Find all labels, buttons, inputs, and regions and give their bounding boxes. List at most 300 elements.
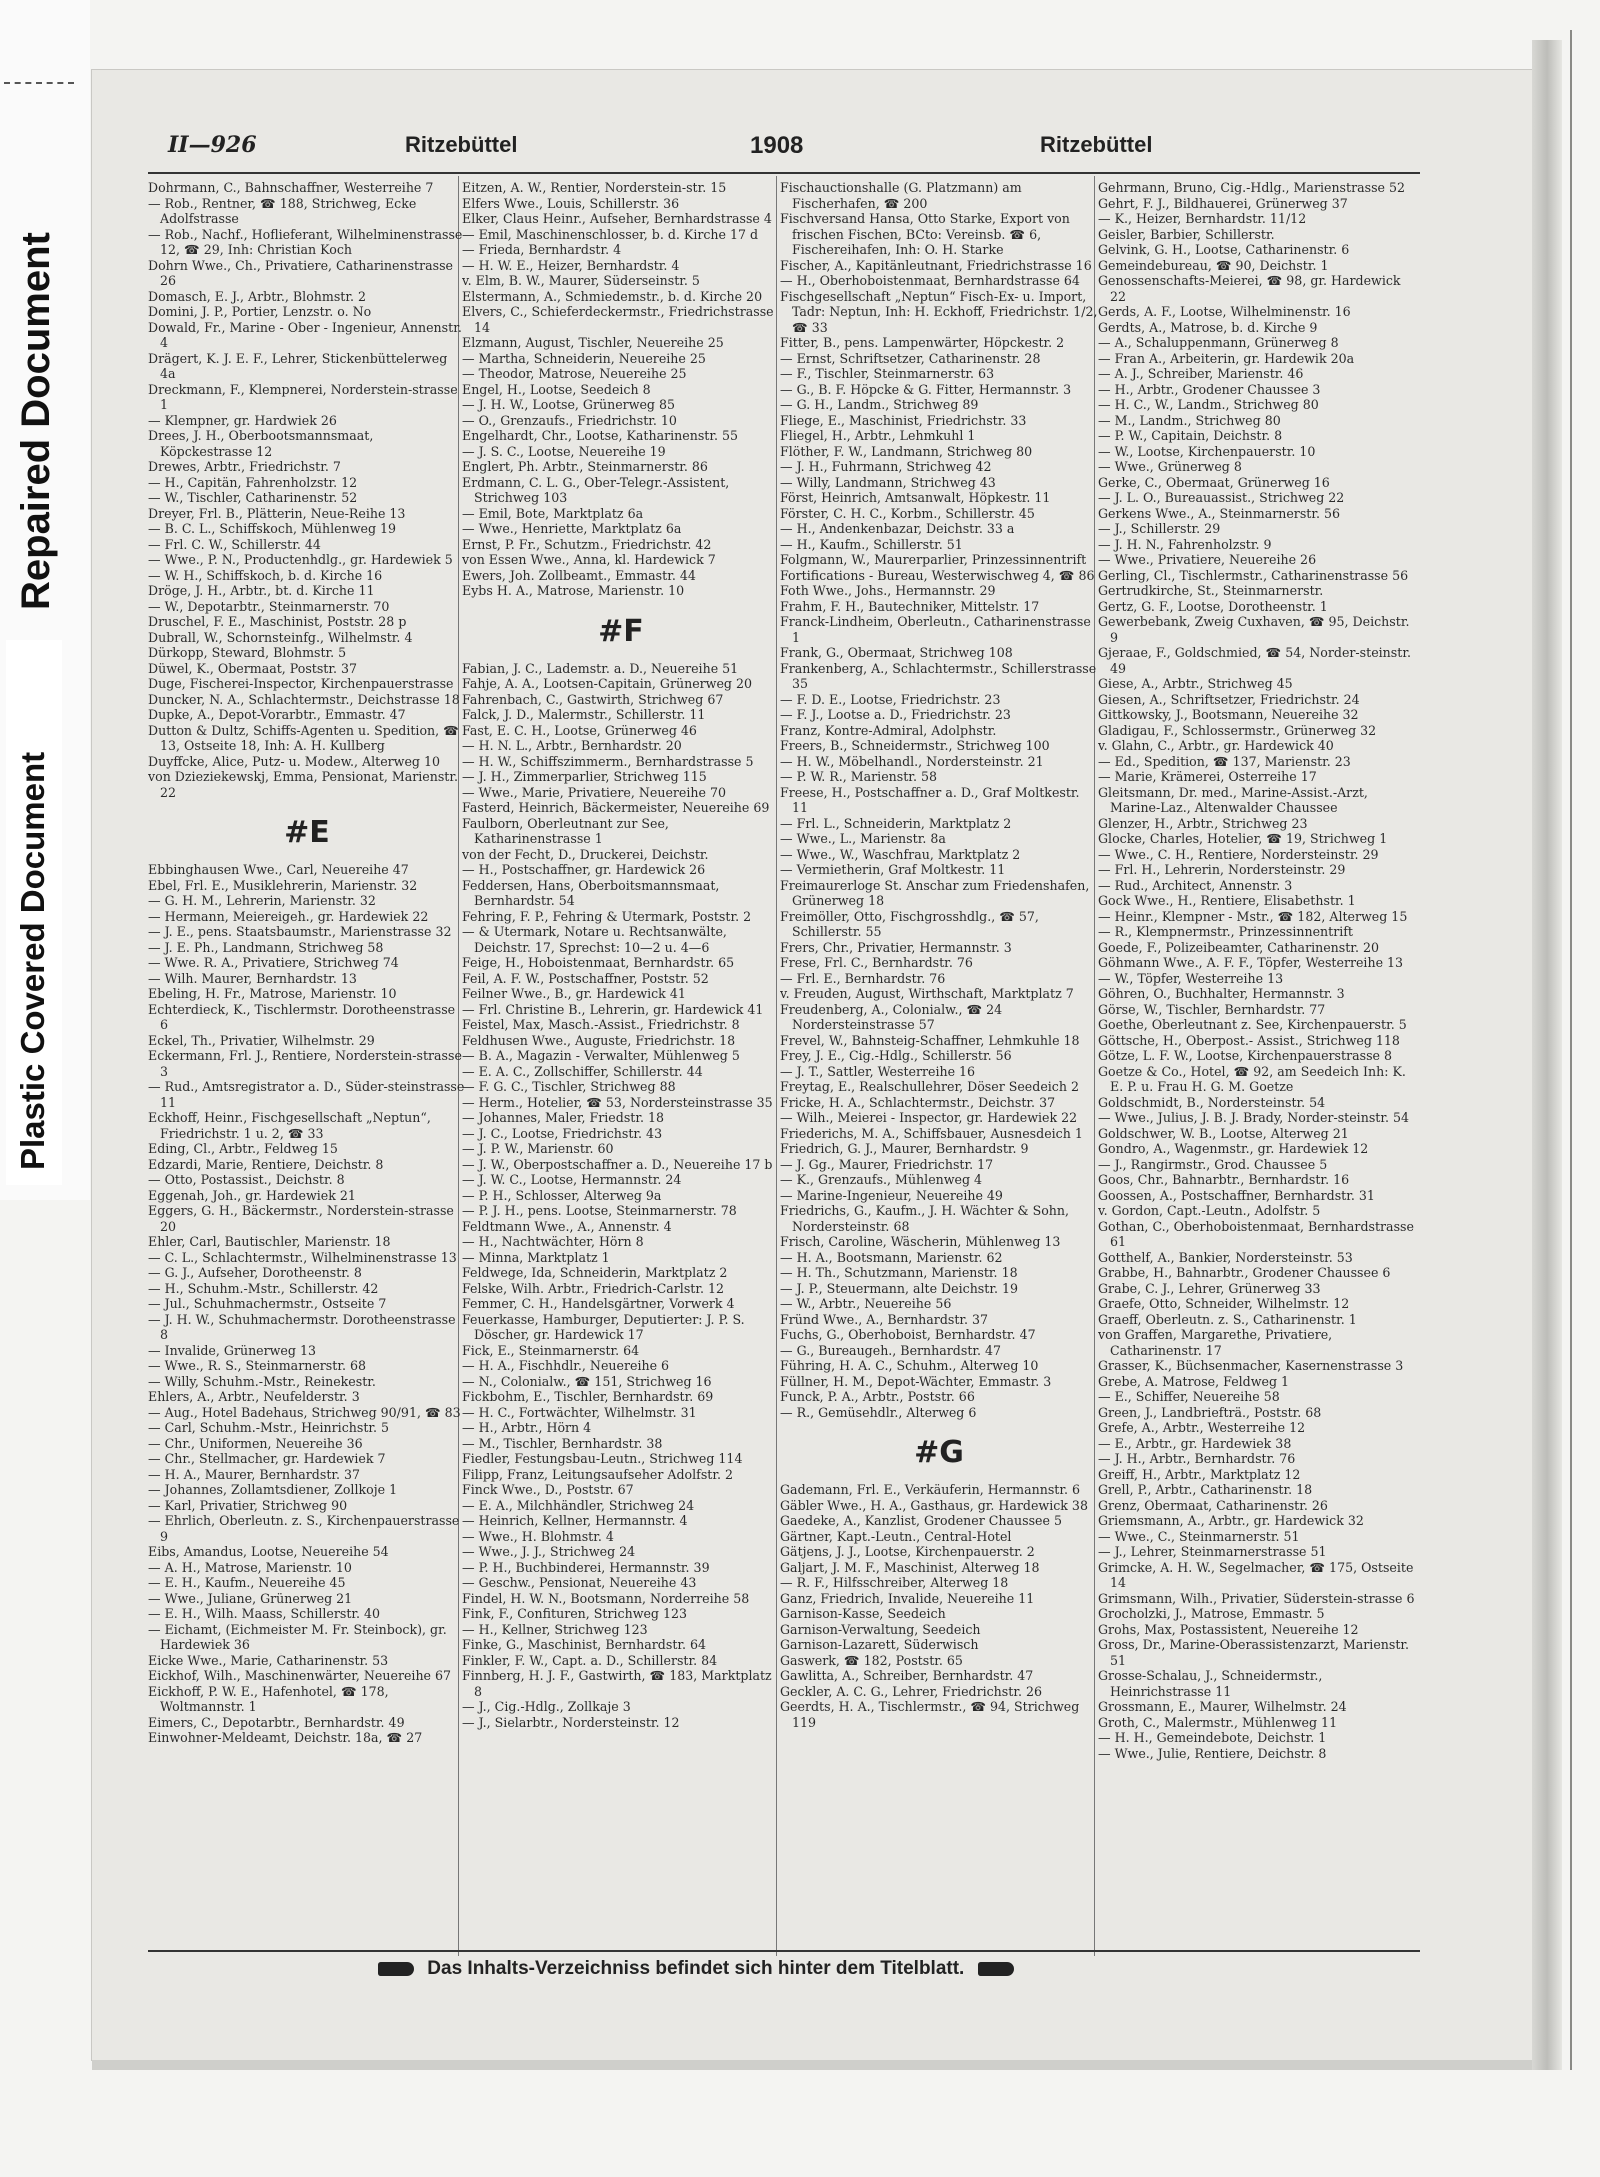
directory-entry: — E. H., Wilh. Maass, Schillerstr. 40 bbox=[148, 1606, 381, 1621]
directory-entry: Elker, Claus Heinr., Aufseher, Bernhardstrasse 4 bbox=[462, 211, 772, 226]
directory-entry: Genossenschafts-Meierei, ☎ 98, gr. Hardewick 22 bbox=[1098, 273, 1401, 304]
directory-entry: Finkler, F. W., Capt. a. D., Schillerstr. 84 bbox=[462, 1652, 718, 1668]
directory-entry: — K., Heizer, Bernhardstr. 11/12 bbox=[1098, 211, 1307, 226]
directory-entry: Grimcke, A. H. W., Segelmacher, ☎ 175, Ostseite 14 bbox=[1098, 1559, 1414, 1590]
directory-entry: Gerdts, A., Matrose, b. d. Kirche 9 bbox=[1098, 319, 1318, 335]
directory-entry: — J., Lehrer, Steinmarnerstrasse 51 bbox=[1098, 1544, 1327, 1559]
directory-entry: Dohrn Wwe., Ch., Privatiere, Catharinenstrasse 26 bbox=[148, 257, 454, 288]
directory-entry: — Minna, Marktplatz 1 bbox=[462, 1249, 610, 1265]
directory-entry: — G. J., Aufseher, Dorotheenstr. 8 bbox=[148, 1265, 362, 1280]
directory-entry: Giesen, A., Schriftsetzer, Friedrichstr. 24 bbox=[1098, 691, 1360, 707]
directory-entry: — Wwe., L., Marienstr. 8a bbox=[780, 831, 946, 846]
directory-entry: Ebbinghausen Wwe., Carl, Neuereihe 47 bbox=[148, 862, 409, 877]
header-rule bbox=[148, 172, 1420, 174]
directory-entry: — Jul., Schuhmachermstr., Ostseite 7 bbox=[148, 1296, 387, 1311]
directory-entry: — Wwe., Henriette, Marktplatz 6a bbox=[462, 521, 682, 536]
directory-entry: — Ehrlich, Oberleutn. z. S., Kirchenpauerstrasse 9 bbox=[148, 1513, 460, 1544]
directory-entry: — P. W., Capitain, Deichstr. 8 bbox=[1098, 428, 1283, 443]
directory-entry: — H., Arbtr., Grodener Chaussee 3 bbox=[1098, 381, 1321, 397]
directory-entry: Gerds, A. F., Lootse, Wilhelminenstr. 16 bbox=[1098, 304, 1351, 319]
directory-entry: Elvers, C., Schieferdeckermstr., Friedrichstrasse 14 bbox=[462, 304, 774, 335]
directory-entry: — J. T., Sattler, Westerreihe 16 bbox=[780, 1063, 976, 1079]
directory-entry: Drees, J. H., Oberbootsmannsmaat, Köpckestrasse 12 bbox=[148, 428, 374, 459]
directory-entry: Goos, Chr., Bahnarbtr., Bernhardstr. 16 bbox=[1098, 1172, 1350, 1187]
directory-entry: — & Utermark, Notare u. Rechtsanwälte, Deichstr. 17, Sprechst: 10—2 u. 4—6 bbox=[462, 924, 727, 955]
page-header bbox=[160, 132, 1420, 162]
directory-entry: Göhren, O., Buchhalter, Hermannstr. 3 bbox=[1098, 986, 1345, 1001]
directory-entry: Gätjens, J. J., Lootse, Kirchenpauerstr. 2 bbox=[780, 1544, 1035, 1559]
directory-entry: Filipp, Franz, Leitungsaufseher Adolfstr. 2 bbox=[462, 1466, 734, 1482]
directory-entry: Franck-Lindheim, Oberleutn., Catharinenstrasse 1 bbox=[780, 614, 1091, 645]
directory-entry: — H., Nachtwächter, Hörn 8 bbox=[462, 1234, 644, 1249]
directory-entry: Fahrenbach, C., Gastwirth, Strichweg 67 bbox=[462, 691, 724, 707]
directory-column-3 bbox=[780, 180, 1098, 1945]
directory-entry: Griemsmann, A., Arbtr., gr. Hardewick 32 bbox=[1098, 1513, 1364, 1528]
directory-entry: — H. W., Schiffszimmerm., Bernhardstrasse 5 bbox=[462, 753, 754, 769]
directory-entry: Frahm, F. H., Bautechniker, Mittelstr. 17 bbox=[780, 598, 1040, 614]
directory-entry: — Marie, Krämerei, Osterreihe 17 bbox=[1098, 769, 1317, 784]
directory-entry: — Rud., Amtsregistrator a. D., Süder-steinstrasse 11 bbox=[148, 1079, 465, 1110]
directory-entry: Gock Wwe., H., Rentiere, Elisabethstr. 1 bbox=[1098, 893, 1356, 908]
directory-entry: v. Elm, B. W., Maurer, Süderseinstr. 5 bbox=[462, 273, 700, 288]
directory-entry: Füllner, H. M., Depot-Wächter, Emmastr. 3 bbox=[780, 1373, 1052, 1389]
directory-entry: — F. G. C., Tischler, Strichweg 88 bbox=[462, 1079, 676, 1094]
scanner-edge-line bbox=[1570, 30, 1572, 2070]
directory-entry: Grohs, Max, Postassistent, Neuereihe 12 bbox=[1098, 1621, 1359, 1637]
directory-entry: Fabian, J. C., Lademstr. a. D., Neuereihe 51 bbox=[462, 660, 739, 676]
directory-entry: Domasch, E. J., Arbtr., Blohmstr. 2 bbox=[148, 288, 367, 304]
directory-entry: Fischversand Hansa, Otto Starke, Export von frischen Fischen, BCto: Vereinsb. ☎ 6, Fischereihafen, Inh: O. H. Starke bbox=[780, 211, 1070, 257]
directory-entry: Fründ Wwe., A., Bernhardstr. 37 bbox=[780, 1311, 989, 1327]
directory-entry: Folgmann, W., Maurerparlier, Prinzessinnentrift bbox=[780, 552, 1087, 567]
directory-entry: — P. W. R., Marienstr. 58 bbox=[780, 769, 937, 784]
directory-entry: Findel, H. W. N., Bootsmann, Norderreihe 58 bbox=[462, 1590, 750, 1606]
directory-entry: — Wilh., Meierei - Inspector, gr. Hardewiek 22 bbox=[780, 1110, 1078, 1125]
directory-entry: — Wwe., C., Steinmarnerstr. 51 bbox=[1098, 1528, 1300, 1544]
directory-entry: Gotthelf, A., Bankier, Nordersteinstr. 53 bbox=[1098, 1249, 1353, 1265]
directory-entry: Gondro, A., Wagenmstr., gr. Hardewiek 12 bbox=[1098, 1141, 1369, 1156]
directory-entry: — H. N. L., Arbtr., Bernhardstr. 20 bbox=[462, 738, 682, 753]
directory-entry: Fickbohm, E., Tischler, Bernhardstr. 69 bbox=[462, 1389, 714, 1404]
directory-entry: Fischgesellschaft „Neptun“ Fisch-Ex- u. Import, Tadr: Neptun, Inh: H. Eckhoff, Friedrichstr. 1/2, ☎ 33 bbox=[780, 288, 1098, 335]
directory-entry: Fliege, E., Maschinist, Friedrichstr. 33 bbox=[780, 412, 1027, 428]
directory-entry: — J. L. O., Bureauassist., Strichweg 22 bbox=[1098, 490, 1345, 505]
directory-entry: — Wwe., Privatiere, Neuereihe 26 bbox=[1098, 552, 1317, 567]
directory-entry: — J. C., Lootse, Friedrichstr. 43 bbox=[462, 1125, 663, 1141]
year-heading: 1908 bbox=[750, 132, 804, 159]
directory-entry: Glenzer, H., Arbtr., Strichweg 23 bbox=[1098, 815, 1308, 831]
directory-entry: — Wwe., Julius, J. B. J. Brady, Norder-steinstr. 54 bbox=[1098, 1110, 1410, 1125]
directory-entry: Gross, Dr., Marine-Oberassistenzarzt, Marienstr. 51 bbox=[1098, 1637, 1410, 1668]
pointing-hand-icon bbox=[978, 1962, 1014, 1976]
directory-entry: Grabe, C. J., Lehrer, Grünerweg 33 bbox=[1098, 1280, 1321, 1296]
directory-entry: Görse, W., Tischler, Bernhardstr. 77 bbox=[1098, 1001, 1326, 1017]
directory-entry: Fuchs, G., Oberhoboist, Bernhardstr. 47 bbox=[780, 1327, 1036, 1342]
directory-entry: Franz, Kontre-Admiral, Adolphstr. bbox=[780, 722, 997, 738]
directory-entry: — Wwe., R. S., Steinmarnerstr. 68 bbox=[148, 1358, 366, 1373]
directory-entry: Frank, G., Obermaat, Strichweg 108 bbox=[780, 645, 1013, 660]
directory-entry: Ernst, P. Fr., Schutzm., Friedrichstr. 42 bbox=[462, 536, 712, 552]
directory-entry: — Klempner, gr. Hardwiek 26 bbox=[148, 412, 337, 428]
directory-entry: — Wwe., Grünerweg 8 bbox=[1098, 459, 1242, 474]
directory-entry: — J. W., Oberpostschaffner a. D., Neuereihe 17 b bbox=[462, 1156, 773, 1172]
footer-note: Das Inhalts-Verzeichniss befindet sich hinter dem Titelblatt. bbox=[427, 1958, 965, 1979]
directory-entry: v. Freuden, August, Wirthschaft, Marktplatz 7 bbox=[780, 986, 1074, 1001]
directory-entry: — J. H. W., Lootse, Grünerweg 85 bbox=[462, 397, 676, 412]
directory-entry: — Willy, Schuhm.-Mstr., Reinekestr. bbox=[148, 1373, 376, 1389]
directory-entry: Gerling, Cl., Tischlermstr., Catharinenstrasse 56 bbox=[1098, 567, 1409, 583]
directory-entry: Geisler, Barbier, Schillerstr. bbox=[1098, 226, 1275, 242]
directory-entry: Gäbler Wwe., H. A., Gasthaus, gr. Hardewick 38 bbox=[780, 1497, 1088, 1513]
directory-entry: — J. H., Fuhrmann, Strichweg 42 bbox=[780, 459, 992, 474]
directory-entry: Gemeindebureau, ☎ 90, Deichstr. 1 bbox=[1098, 257, 1329, 273]
directory-entry: Gehrt, F. J., Bildhauerei, Grünerweg 37 bbox=[1098, 195, 1348, 211]
directory-entry: — B. C. L., Schiffskoch, Mühlenweg 19 bbox=[148, 521, 397, 536]
directory-entry: — Ed., Spedition, ☎ 137, Marienstr. 23 bbox=[1098, 753, 1351, 769]
directory-entry: Friederichs, M. A., Schiffsbauer, Ausnesdeich 1 bbox=[780, 1125, 1083, 1141]
directory-entry: Eggenah, Joh., gr. Hardewiek 21 bbox=[148, 1187, 356, 1203]
directory-entry: Freudenberg, A., Colonialw., ☎ 24 Nordersteinstrasse 57 bbox=[780, 1001, 1003, 1032]
directory-entry: Feddersen, Hans, Oberboitsmannsmaat, Bernhardstr. 54 bbox=[462, 877, 720, 908]
directory-entry: Fehring, F. P., Fehring & Utermark, Poststr. 2 bbox=[462, 908, 752, 924]
directory-entry: Eickhoff, P. W. E., Hafenhotel, ☎ 178, Woltmannstr. 1 bbox=[148, 1683, 389, 1714]
directory-entry: Domini, J. P., Portier, Lenzstr. o. No bbox=[148, 304, 372, 319]
directory-entry: Drägert, K. J. E. F., Lehrer, Stickenbüttelerweg 4a bbox=[148, 350, 448, 381]
directory-column-1 bbox=[148, 180, 466, 1945]
directory-entry: Gleitsmann, Dr. med., Marine-Assist.-Arzt, Marine-Laz., Altenwalder Chaussee bbox=[1098, 784, 1368, 815]
directory-entry: — J. E., pens. Staatsbaumstr., Marienstrasse 32 bbox=[148, 924, 452, 939]
directory-entry: Frankenberg, A., Schlachtermstr., Schillerstrasse 35 bbox=[780, 660, 1097, 691]
repaired-document-label: Repaired Document bbox=[14, 232, 58, 610]
directory-entry: Dürkopp, Steward, Blohmstr. 5 bbox=[148, 645, 347, 660]
directory-entry: Goossen, A., Postschaffner, Bernhardstr. 31 bbox=[1098, 1187, 1375, 1203]
directory-entry: — Frieda, Bernhardstr. 4 bbox=[462, 242, 622, 257]
footer-rule bbox=[148, 1950, 1420, 1952]
directory-entry: Geckler, A. C. G., Lehrer, Friedrichstr. 26 bbox=[780, 1683, 1042, 1699]
directory-entry: — J. S. C., Lootse, Neuereihe 19 bbox=[462, 443, 666, 459]
directory-entry: Finnberg, H. J. F., Gastwirth, ☎ 183, Marktplatz 8 bbox=[462, 1668, 772, 1699]
directory-entry: Greiff, H., Arbtr., Marktplatz 12 bbox=[1098, 1466, 1301, 1482]
directory-entry: Frese, Frl. C., Bernhardstr. 76 bbox=[780, 955, 973, 970]
directory-entry: — Heinr., Klempner - Mstr., ☎ 182, Alterweg 15 bbox=[1098, 908, 1408, 924]
directory-entry: — G., Bureaugeh., Bernhardstr. 47 bbox=[780, 1342, 1002, 1358]
directory-entry: Eding, Cl., Arbtr., Feldweg 15 bbox=[148, 1141, 338, 1156]
directory-entry: — H., Arbtr., Hörn 4 bbox=[462, 1420, 592, 1435]
directory-entry: Feldwege, Ida, Schneiderin, Marktplatz 2 bbox=[462, 1265, 728, 1280]
directory-entry: von der Fecht, D., Druckerei, Deichstr. bbox=[462, 846, 709, 862]
directory-entry: — F. J., Lootse a. D., Friedrichstr. 23 bbox=[780, 707, 1011, 722]
directory-entry: Ehler, Carl, Bautischler, Marienstr. 18 bbox=[148, 1234, 391, 1249]
directory-entry: Dohrmann, C., Bahnschaffner, Westerreihe 7 bbox=[148, 180, 434, 195]
directory-entry: — R. F., Hilfsschreiber, Alterweg 18 bbox=[780, 1575, 1009, 1590]
directory-entry: v. Gordon, Capt.-Leutn., Adolfstr. 5 bbox=[1098, 1203, 1321, 1218]
directory-entry: Dröge, J. H., Arbtr., bt. d. Kirche 11 bbox=[148, 583, 375, 598]
directory-entry: Fitter, B., pens. Lampenwärter, Höpckestr. 2 bbox=[780, 335, 1065, 350]
directory-entry: Eickhof, Wilh., Maschinenwärter, Neuereihe 67 bbox=[148, 1668, 452, 1683]
directory-entry: Düwel, K., Obermaat, Poststr. 37 bbox=[148, 660, 358, 676]
directory-entry: Feldhusen Wwe., Auguste, Friedrichstr. 18 bbox=[462, 1032, 736, 1048]
directory-entry: — J. E. Ph., Landmann, Strichweg 58 bbox=[148, 939, 384, 955]
directory-entry: — Wwe., P. N., Productenhdlg., gr. Hardewiek 5 bbox=[148, 552, 453, 567]
directory-entry: — Geschw., Pensionat, Neuereihe 43 bbox=[462, 1575, 697, 1590]
directory-entry: Fischauctionshalle (G. Platzmann) am Fischerhafen, ☎ 200 bbox=[780, 180, 1022, 211]
directory-entry: — M., Landm., Strichweg 80 bbox=[1098, 412, 1281, 428]
directory-entry: Duncker, N. A., Schlachtermstr., Deichstrasse 18 bbox=[148, 691, 460, 707]
directory-entry: — H. A., Maurer, Bernhardstr. 37 bbox=[148, 1466, 361, 1482]
directory-entry: Frey, J. E., Cig.-Hdlg., Schillerstr. 56 bbox=[780, 1048, 1012, 1063]
directory-entry: — Vermietherin, Graf Moltkestr. 11 bbox=[780, 862, 1006, 877]
directory-entry: — H., Schuhm.-Mstr., Schillerstr. 42 bbox=[148, 1280, 379, 1296]
directory-entry: Funck, P. A., Arbtr., Poststr. 66 bbox=[780, 1389, 975, 1404]
directory-entry: Gothan, C., Oberhoboistenmaat, Bernhardstrasse 61 bbox=[1098, 1218, 1414, 1249]
directory-entry: Gaedeke, A., Kanzlist, Grodener Chaussee 5 bbox=[780, 1513, 1062, 1528]
directory-entry: — Ernst, Schriftsetzer, Catharinenstr. 28 bbox=[780, 350, 1041, 366]
directory-entry: Först, Heinrich, Amtsanwalt, Höpkestr. 11 bbox=[780, 490, 1051, 505]
directory-entry: Garnison-Lazarett, Süderwisch bbox=[780, 1637, 979, 1652]
directory-entry: Feil, A. F. W., Postschaffner, Poststr. 52 bbox=[462, 970, 709, 986]
directory-entry: Druschel, F. E., Maschinist, Poststr. 28 p bbox=[148, 614, 407, 629]
directory-entry: Eimers, C., Depotarbtr., Bernhardstr. 49 bbox=[148, 1714, 405, 1730]
directory-entry: — E. A. C., Zollschiffer, Schillerstr. 44 bbox=[462, 1063, 703, 1079]
directory-entry: Fiedler, Festungsbau-Leutn., Strichweg 114 bbox=[462, 1451, 743, 1466]
directory-entry: Graeff, Oberleutn. z. S., Catharinenstr. 1 bbox=[1098, 1311, 1357, 1327]
directory-entry: — F., Tischler, Steinmarnerstr. 63 bbox=[780, 366, 995, 381]
directory-entry: Grabbe, H., Bahnarbtr., Grodener Chaussee 6 bbox=[1098, 1265, 1391, 1280]
directory-entry: — H. C., W., Landm., Strichweg 80 bbox=[1098, 397, 1319, 412]
running-title-right: Ritzebüttel bbox=[1040, 132, 1153, 157]
dashed-marker bbox=[4, 82, 74, 84]
directory-entry: Grocholzki, J., Matrose, Emmastr. 5 bbox=[1098, 1606, 1325, 1621]
directory-entry: Gertz, G. F., Lootse, Dorotheenstr. 1 bbox=[1098, 598, 1328, 614]
directory-entry: Finck Wwe., D., Poststr. 67 bbox=[462, 1482, 634, 1497]
directory-entry: — Emil, Bote, Marktplatz 6a bbox=[462, 505, 644, 521]
directory-entry: Ebel, Frl. E., Musiklehrerin, Marienstr. 32 bbox=[148, 877, 418, 893]
directory-entry: — Theodor, Matrose, Neuereihe 25 bbox=[462, 366, 687, 381]
directory-entry: Goldschmidt, B., Nordersteinstr. 54 bbox=[1098, 1094, 1326, 1110]
directory-entry: — Rob., Rentner, ☎ 188, Strichweg, Ecke Adolfstrasse bbox=[148, 195, 417, 226]
directory-entry: Dreyer, Frl. B., Plätterin, Neue-Reihe 13 bbox=[148, 505, 406, 521]
directory-entry: Freese, H., Postschaffner a. D., Graf Moltkestr. 11 bbox=[780, 784, 1080, 815]
directory-entry: Einwohner-Meldeamt, Deichstr. 18a, ☎ 27 bbox=[148, 1730, 423, 1745]
directory-entry: Gjeraae, F., Goldschmied, ☎ 54, Norder-steinstr. 49 bbox=[1098, 645, 1411, 676]
directory-entry: Grasser, K., Büchsenmacher, Kasernenstrasse 3 bbox=[1098, 1358, 1404, 1373]
directory-entry: Grimsmann, Wilh., Privatier, Süderstein-strasse 6 bbox=[1098, 1590, 1415, 1606]
directory-entry: Giese, A., Arbtr., Strichweg 45 bbox=[1098, 676, 1293, 691]
directory-entry: — J. H., Arbtr., Bernhardstr. 76 bbox=[1098, 1451, 1296, 1466]
directory-entry: Frevel, W., Bahnsteig-Schaffner, Lehmkuhle 18 bbox=[780, 1032, 1080, 1048]
directory-entry: — Carl, Schuhm.-Mstr., Heinrichstr. 5 bbox=[148, 1420, 390, 1435]
directory-entry: Eibs, Amandus, Lootse, Neuereihe 54 bbox=[148, 1544, 389, 1559]
directory-entry: — J. P. W., Marienstr. 60 bbox=[462, 1141, 614, 1156]
directory-entry: Dowald, Fr., Marine - Ober - Ingenieur, Annenstr. 4 bbox=[148, 319, 462, 350]
directory-entry: — Wwe., W., Waschfrau, Marktplatz 2 bbox=[780, 846, 1021, 862]
directory-entry: Fink, F., Confituren, Strichweg 123 bbox=[462, 1606, 688, 1621]
directory-entry: Eckel, Th., Privatier, Wilhelmstr. 29 bbox=[148, 1032, 375, 1048]
directory-entry: — J. H. W., Schuhmachermstr. Dorotheenstrasse 8 bbox=[148, 1311, 456, 1342]
directory-entry: Frisch, Caroline, Wäscherin, Mühlenweg 13 bbox=[780, 1234, 1061, 1249]
directory-entry: Foth Wwe., Johs., Hermannstr. 29 bbox=[780, 583, 996, 598]
directory-entry: — H., Oberhoboistenmaat, Bernhardstrasse 64 bbox=[780, 273, 1080, 288]
section-letter: #E bbox=[284, 815, 330, 850]
directory-entry: Erdmann, C. L. G., Ober-Telegr.-Assistent, Strichweg 103 bbox=[462, 474, 730, 505]
directory-entry: Englert, Ph. Arbtr., Steinmarnerstr. 86 bbox=[462, 459, 708, 474]
directory-entry: Goetze & Co., Hotel, ☎ 92, am Seedeich Inh: K. E. P. u. Frau H. G. M. Goetze bbox=[1098, 1063, 1406, 1094]
directory-entry: — G. H. M., Lehrerin, Marienstr. 32 bbox=[148, 893, 376, 908]
directory-entry: Gittkowsky, J., Bootsmann, Neuereihe 32 bbox=[1098, 707, 1359, 722]
directory-entry: — A. J., Schreiber, Marienstr. 46 bbox=[1098, 366, 1304, 381]
directory-entry: Führing, H. A. C., Schuhm., Alterweg 10 bbox=[780, 1358, 1039, 1373]
directory-entry: — Wilh. Maurer, Bernhardstr. 13 bbox=[148, 970, 357, 986]
directory-entry: — Martha, Schneiderin, Neuereihe 25 bbox=[462, 350, 706, 366]
directory-entry: Gehrmann, Bruno, Cig.-Hdlg., Marienstrasse 52 bbox=[1098, 180, 1406, 195]
directory-entry: — M., Tischler, Bernhardstr. 38 bbox=[462, 1435, 663, 1451]
directory-entry: Eckhoff, Heinr., Fischgesellschaft „Neptun“, Friedrichstr. 1 u. 2, ☎ 33 bbox=[148, 1110, 431, 1141]
directory-entry: — H., Postschaffner, gr. Hardewick 26 bbox=[462, 862, 706, 877]
directory-entry: Fischer, A., Kapitänleutnant, Friedrichstrasse 16 bbox=[780, 257, 1092, 273]
directory-entry: Finke, G., Maschinist, Bernhardstr. 64 bbox=[462, 1637, 707, 1652]
directory-entry: Faulborn, Oberleutnant zur See, Katharinenstrasse 1 bbox=[462, 815, 669, 846]
directory-entry: — W., Arbtr., Neuereihe 56 bbox=[780, 1296, 952, 1311]
page-bottom-edge bbox=[92, 2060, 1532, 2070]
directory-entry: — H. A., Bootsmann, Marienstr. 62 bbox=[780, 1249, 1003, 1265]
directory-entry: — R., Gemüsehdlr., Alterweg 6 bbox=[780, 1404, 977, 1420]
directory-entry: Garnison-Kasse, Seedeich bbox=[780, 1606, 946, 1621]
directory-entry: Freytag, E., Realschullehrer, Döser Seedeich 2 bbox=[780, 1079, 1079, 1094]
directory-entry: Friedrichs, G., Kaufm., J. H. Wächter & Sohn, Nordersteinstr. 68 bbox=[780, 1203, 1070, 1234]
directory-entry: von Dzieziekewskj, Emma, Pensionat, Marienstr. 22 bbox=[148, 769, 459, 800]
directory-entry: — W., Lootse, Kirchenpauerstr. 10 bbox=[1098, 443, 1316, 459]
page-number: II—926 bbox=[168, 132, 257, 158]
directory-entry: — H. W. E., Heizer, Bernhardstr. 4 bbox=[462, 257, 680, 273]
directory-entry: Freers, B., Schneidermstr., Strichweg 100 bbox=[780, 738, 1050, 753]
directory-entry: — Rob., Nachf., Hoflieferant, Wilhelminenstrasse 12, ☎ 29, Inh: Christian Koch bbox=[148, 226, 463, 257]
directory-entry: — J. P., Steuermann, alte Deichstr. 19 bbox=[780, 1280, 1018, 1296]
directory-entry: — E., Arbtr., gr. Hardewiek 38 bbox=[1098, 1435, 1292, 1451]
directory-entry: Elstermann, A., Schmiedemstr., b. d. Kirche 20 bbox=[462, 288, 763, 304]
directory-entry: — Marine-Ingenieur, Neuereihe 49 bbox=[780, 1187, 1003, 1203]
directory-entry: Engel, H., Lootse, Seedeich 8 bbox=[462, 381, 651, 397]
directory-entry: Goldschwer, W. B., Lootse, Alterweg 21 bbox=[1098, 1125, 1349, 1141]
directory-entry: — Frl. E., Bernhardstr. 76 bbox=[780, 970, 946, 986]
directory-entry: Gerkens Wwe., A., Steinmarnerstr. 56 bbox=[1098, 505, 1341, 521]
directory-entry: — J., Sielarbtr., Nordersteinstr. 12 bbox=[462, 1714, 680, 1730]
directory-entry: Graefe, Otto, Schneider, Wilhelmstr. 12 bbox=[1098, 1296, 1350, 1311]
directory-entry: — Frl. H., Lehrerin, Nordersteinstr. 29 bbox=[1098, 862, 1346, 877]
directory-entry: Duyffcke, Alice, Putz- u. Modew., Alterweg 10 bbox=[148, 753, 440, 769]
directory-entry: — J., Cig.-Hdlg., Zollkaje 3 bbox=[462, 1699, 631, 1714]
directory-entry: Gaswerk, ☎ 182, Poststr. 65 bbox=[780, 1652, 963, 1668]
directory-entry: Goede, F., Polizeibeamter, Catharinenstr. 20 bbox=[1098, 939, 1379, 955]
directory-entry: Fick, E., Steinmarnerstr. 64 bbox=[462, 1342, 640, 1358]
directory-entry: Duge, Fischerei-Inspector, Kirchenpauerstrasse bbox=[148, 676, 454, 691]
directory-entry: Gawlitta, A., Schreiber, Bernhardstr. 47 bbox=[780, 1668, 1034, 1683]
directory-entry: Ebeling, H. Fr., Matrose, Marienstr. 10 bbox=[148, 986, 397, 1001]
directory-entry: Flöther, F. W., Landmann, Strichweg 80 bbox=[780, 443, 1033, 459]
directory-entry: Grebe, A. Matrose, Feldweg 1 bbox=[1098, 1373, 1290, 1389]
directory-entry: Götze, L. F. W., Lootse, Kirchenpauerstrasse 8 bbox=[1098, 1048, 1392, 1063]
directory-entry: Green, J., Landbriefträ., Poststr. 68 bbox=[1098, 1404, 1322, 1420]
directory-entry: — N., Colonialw., ☎ 151, Strichweg 16 bbox=[462, 1373, 712, 1389]
running-title-left: Ritzebüttel bbox=[405, 132, 518, 157]
directory-entry: — E. H., Kaufm., Neuereihe 45 bbox=[148, 1575, 346, 1590]
directory-entry: — Rud., Architect, Annenstr. 3 bbox=[1098, 877, 1293, 893]
directory-entry: — P. J. H., pens. Lootse, Steinmarnerstr. 78 bbox=[462, 1203, 737, 1218]
directory-entry: Grossmann, E., Maurer, Wilhelmstr. 24 bbox=[1098, 1699, 1347, 1714]
directory-entry: — H., Kellner, Strichweg 123 bbox=[462, 1621, 648, 1637]
directory-entry: Grenz, Obermaat, Catharinenstr. 26 bbox=[1098, 1497, 1328, 1513]
directory-entry: Glocke, Charles, Hotelier, ☎ 19, Strichweg 1 bbox=[1098, 831, 1388, 846]
directory-entry: — R., Klempnermstr., Prinzessinnentrift bbox=[1098, 924, 1353, 939]
directory-entry: Gewerbebank, Zweig Cuxhaven, ☎ 95, Deichstr. 9 bbox=[1098, 614, 1410, 645]
directory-entry: — Wwe., H. Blohmstr. 4 bbox=[462, 1528, 614, 1544]
directory-entry: — W. H., Schiffskoch, b. d. Kirche 16 bbox=[148, 567, 383, 583]
directory-entry: — F. D. E., Lootse, Friedrichstr. 23 bbox=[780, 691, 1001, 707]
directory-entry: Freimaurerloge St. Anschar zum Friedenshafen, Grünerweg 18 bbox=[780, 877, 1090, 908]
directory-entry: Dupke, A., Depot-Vorarbtr., Emmastr. 47 bbox=[148, 707, 406, 722]
directory-entry: — K., Grenzaufs., Mühlenweg 4 bbox=[780, 1172, 983, 1187]
directory-entry: — E., Schiffer, Neuereihe 58 bbox=[1098, 1389, 1280, 1404]
directory-entry: Falck, J. D., Malermstr., Schillerstr. 11 bbox=[462, 707, 706, 722]
page-edge bbox=[1532, 40, 1562, 2070]
directory-entry: — G. H., Landm., Strichweg 89 bbox=[780, 397, 979, 412]
directory-entry: — W., Depotarbtr., Steinmarnerstr. 70 bbox=[148, 598, 390, 614]
directory-entry: — W., Töpfer, Westerreihe 13 bbox=[1098, 970, 1284, 986]
directory-entry: — Aug., Hotel Badehaus, Strichweg 90/91, ☎ 83 bbox=[148, 1404, 461, 1420]
directory-entry: Eggers, G. H., Bäckermstr., Norderstein-strasse 20 bbox=[148, 1203, 454, 1234]
directory-entry: Göhmann Wwe., A. F. F., Töpfer, Westerreihe 13 bbox=[1098, 955, 1404, 970]
directory-entry: — Johannes, Maler, Friedstr. 18 bbox=[462, 1110, 665, 1125]
directory-entry: — H., Kaufm., Schillerstr. 51 bbox=[780, 536, 963, 552]
directory-entry: — Wwe., J. J., Strichweg 24 bbox=[462, 1544, 636, 1559]
directory-entry: Gertrudkirche, St., Steinmarnerstr. bbox=[1098, 583, 1324, 598]
directory-entry: — Wwe., C. H., Rentiere, Nordersteinstr. 29 bbox=[1098, 846, 1379, 862]
directory-entry: Elzmann, August, Tischler, Neuereihe 25 bbox=[462, 335, 724, 350]
directory-entry: — J. H., Zimmerparlier, Strichweg 115 bbox=[462, 769, 707, 784]
directory-entry: Fast, E. C. H., Lootse, Grünerweg 46 bbox=[462, 722, 697, 738]
directory-entry: Femmer, C. H., Handelsgärtner, Vorwerk 4 bbox=[462, 1296, 735, 1311]
directory-entry: — Heinrich, Kellner, Hermannstr. 4 bbox=[462, 1513, 688, 1528]
directory-entry: — Karl, Privatier, Strichweg 90 bbox=[148, 1497, 348, 1513]
directory-entry: — Eichamt, (Eichmeister M. Fr. Steinbock), gr. Hardewiek 36 bbox=[148, 1621, 447, 1652]
directory-entry: Geerdts, H. A., Tischlermstr., ☎ 94, Strichweg 119 bbox=[780, 1699, 1080, 1730]
directory-column-2 bbox=[462, 180, 780, 1945]
directory-entry: — H. Th., Schutzmann, Marienstr. 18 bbox=[780, 1265, 1018, 1280]
directory-entry: — Otto, Postassist., Deichstr. 8 bbox=[148, 1172, 345, 1187]
directory-entry: — A. H., Matrose, Marienstr. 10 bbox=[148, 1559, 352, 1575]
directory-entry: — Wwe. R. A., Privatiere, Strichweg 74 bbox=[148, 955, 399, 970]
directory-entry: Feuerkasse, Hamburger, Deputierter: J. P. S. Döscher, gr. Hardewick 17 bbox=[462, 1311, 745, 1342]
directory-entry: — H. C., Fortwächter, Wilhelmstr. 31 bbox=[462, 1404, 697, 1420]
directory-entry: Eybs H. A., Matrose, Marienstr. 10 bbox=[462, 583, 685, 598]
directory-entry: Gärtner, Kapt.-Leutn., Central-Hotel bbox=[780, 1528, 1012, 1544]
plastic-covered-label: Plastic Covered Document bbox=[14, 751, 51, 1170]
directory-entry: Felske, Wilh. Arbtr., Friedrich-Carlstr. 12 bbox=[462, 1280, 725, 1296]
directory-entry: Freimöller, Otto, Fischgrosshdlg., ☎ 57, Schillerstr. 55 bbox=[780, 908, 1039, 939]
directory-entry: Feistel, Max, Masch.-Assist., Friedrichstr. 8 bbox=[462, 1017, 740, 1032]
directory-entry: — J. Gg., Maurer, Friedrichstr. 17 bbox=[780, 1156, 994, 1172]
directory-entry: — H., Andenkenbazar, Deichstr. 33 a bbox=[780, 521, 1015, 536]
directory-entry: Eitzen, A. W., Rentier, Norderstein-str. 15 bbox=[462, 180, 727, 195]
directory-entry: — Chr., Stellmacher, gr. Hardewiek 7 bbox=[148, 1451, 386, 1466]
directory-entry: Eckermann, Frl. J., Rentiere, Norderstein-strasse 3 bbox=[148, 1048, 462, 1079]
directory-entry: Dreckmann, F., Klempnerei, Norderstein-strasse 1 bbox=[148, 381, 458, 412]
directory-entry: — G., B. F. Höpcke & G. Fitter, Hermannstr. 3 bbox=[780, 381, 1072, 397]
directory-column-4 bbox=[1098, 180, 1416, 1945]
directory-entry: Ewers, Joh. Zollbeamt., Emmastr. 44 bbox=[462, 567, 696, 583]
directory-entry: — E. A., Milchhändler, Strichweg 24 bbox=[462, 1497, 695, 1513]
directory-entry: Feilner Wwe., B., gr. Hardewick 41 bbox=[462, 986, 686, 1001]
directory-entry: Förster, C. H. C., Korbm., Schillerstr. 45 bbox=[780, 505, 1035, 521]
